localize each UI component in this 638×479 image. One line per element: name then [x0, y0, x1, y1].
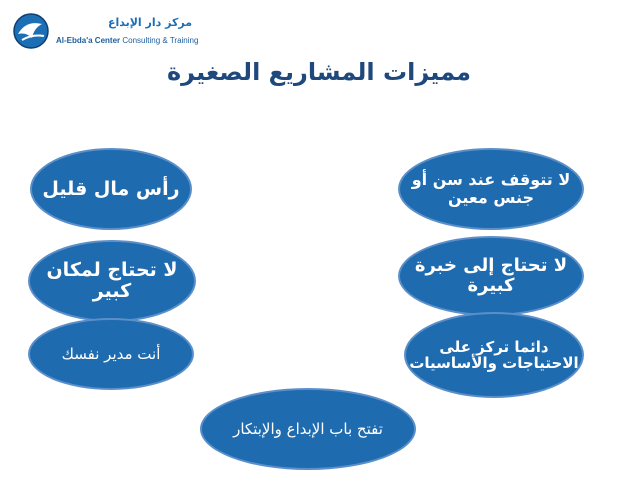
bubble-focus-on-needs — [404, 312, 584, 398]
bubble-no-age-gender-limit — [398, 148, 584, 230]
slide-title: مميزات المشاريع الصغيرة — [166, 58, 472, 86]
bubble-creativity-innovation — [200, 388, 416, 470]
bubble-small-capital-label: رأس مال قليل — [42, 177, 180, 200]
bubble-focus-on-needs-label: دائما تركز على الاحتياجات والأساسيات — [409, 337, 579, 372]
logo-arabic-name: مركز دار الإبداع — [107, 16, 192, 29]
logo-tagline: Consulting & Training — [122, 36, 199, 45]
logo-english-name: Al-Ebda'a Center — [56, 36, 121, 45]
bubble-no-great-experience-label: لا تحتاج إلى خبرة كبيرة — [414, 255, 568, 296]
company-logo — [12, 12, 199, 52]
bubble-own-boss-label: أنت مدير نفسك — [61, 344, 161, 363]
bubble-creativity-innovation-label: تفتح باب الإبداع والإبتكار — [233, 419, 383, 438]
bubble-no-great-experience — [398, 236, 584, 316]
bubble-no-age-gender-limit-label: لا تتوقف عند سن أو جنس معين — [411, 170, 571, 207]
logo-english-text — [56, 36, 199, 45]
bubble-no-large-space — [28, 240, 196, 322]
bubble-own-boss — [28, 318, 194, 390]
bubble-no-large-space-label: لا تحتاج لمكان كبير — [46, 259, 178, 302]
logo-globe-icon — [12, 12, 50, 50]
bubble-small-capital — [30, 148, 192, 230]
